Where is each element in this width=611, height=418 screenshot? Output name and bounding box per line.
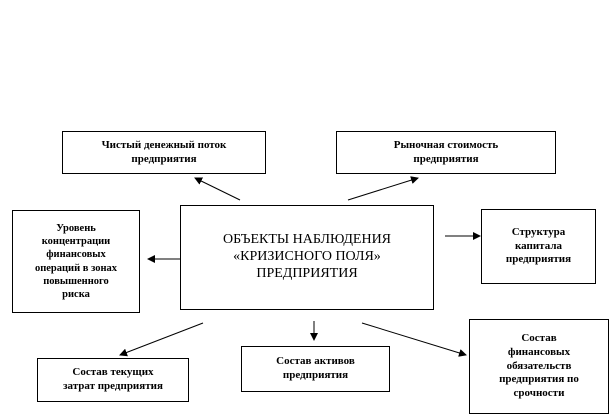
node-assets: Состав активов предприятия <box>241 346 390 392</box>
center-node: ОБЪЕКТЫ НАБЛЮДЕНИЯ «КРИЗИСНОГО ПОЛЯ» ПРЕДПРИЯТИЯ <box>180 205 434 310</box>
node-current-costs: Состав текущих затрат предприятия <box>37 358 189 402</box>
node-concentration: Уровень концентрации финансовых операций в зонах повышенного риска <box>12 210 140 313</box>
node-cash-flow: Чистый денежный поток предприятия <box>62 131 266 174</box>
arrow-to-market-value <box>348 178 418 200</box>
node-market-value: Рыночная стоимость предприятия <box>336 131 556 174</box>
node-liabilities: Состав финансовых обязательств предприятия по срочности <box>469 319 609 414</box>
arrow-to-current-costs <box>120 323 203 355</box>
node-capital-structure: Структура капитала предприятия <box>481 209 596 284</box>
arrow-to-cash-flow <box>195 178 240 200</box>
